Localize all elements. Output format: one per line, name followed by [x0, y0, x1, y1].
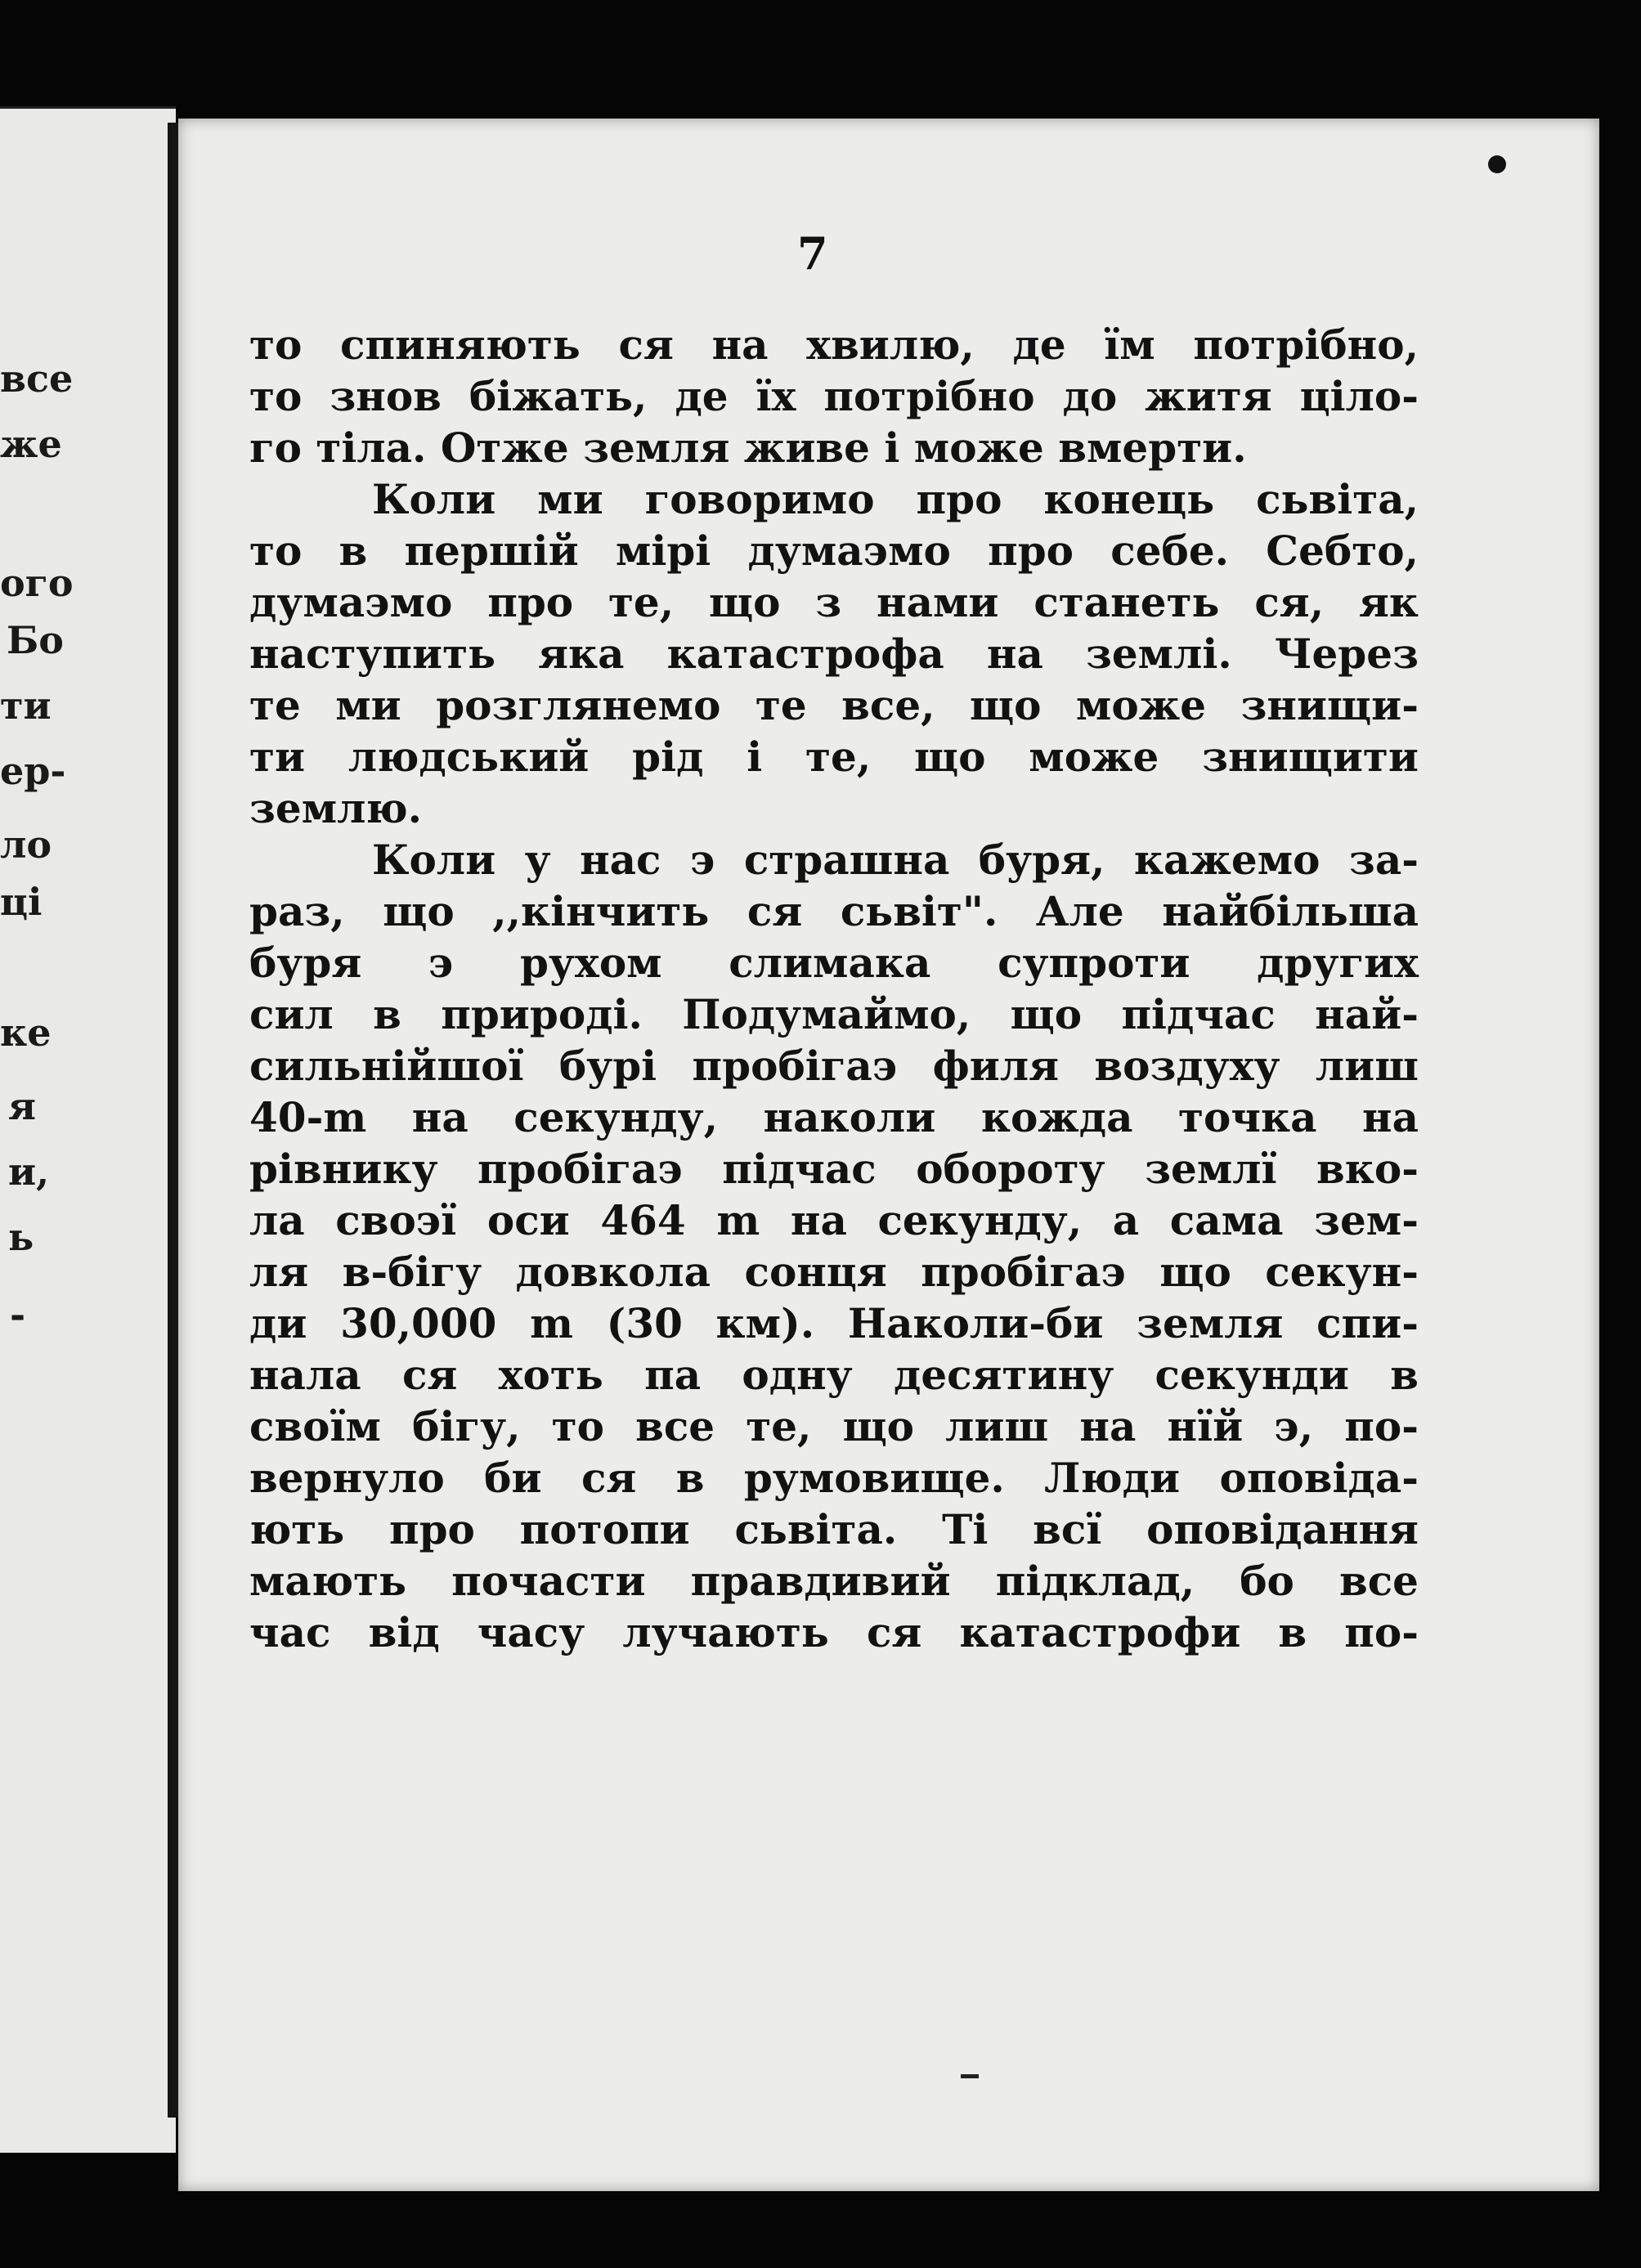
left-page-fragment: же: [0, 422, 62, 466]
left-page-edge: [0, 106, 176, 2153]
text-line: го тіла. Отже земля живе і може вмерти.: [249, 424, 1247, 472]
left-page-fragment: все: [0, 356, 74, 401]
left-page-fragment: и,: [8, 1150, 50, 1194]
text-line: ти людський рід і те, що може знищити: [249, 733, 1419, 781]
text-line: ди 30,000 m (30 км). Наколи-би земля спи-: [249, 1299, 1419, 1347]
left-page-fragment: Бо: [7, 618, 64, 662]
text-line: своїм бігу, то все те, що лиш на нїй э, по-: [249, 1402, 1419, 1450]
text-line: нала ся хоть па одну десятину секунди в: [249, 1351, 1419, 1399]
text-line: те ми розглянемо те все, що може знищи-: [249, 681, 1419, 729]
page-footer-dash: [961, 2074, 979, 2078]
scan-bottom-border: [0, 2191, 1641, 2268]
page-body-text: [249, 319, 1419, 1658]
text-line: Коли у нас э страшна буря, кажемо за-: [372, 836, 1419, 884]
text-line: час від часу лучають ся катастрофи в по-: [249, 1608, 1419, 1656]
text-line: ла своэї оси 464 m на секунду, а сама зем-: [249, 1196, 1419, 1244]
ink-spot: [1488, 155, 1506, 173]
left-page-fragment: ер-: [0, 749, 66, 793]
text-line: сильнійшої бурі пробігаэ филя воздуху лиш: [249, 1042, 1419, 1090]
text-line: Коли ми говоримо про конець сьвіта,: [372, 475, 1419, 523]
text-line: буря э рухом слимака супроти других: [249, 939, 1419, 987]
text-line: ють про потопи сьвіта. Ті всї оповідання: [249, 1505, 1419, 1553]
left-page-fragment: -: [10, 1293, 26, 1337]
page-number: 7: [797, 227, 828, 280]
left-page-fragment: я: [8, 1084, 36, 1128]
left-page-fragment: ке: [0, 1011, 52, 1055]
text-line: то знов біжать, де їх потрібно до житя цілo-: [249, 372, 1419, 420]
left-page-fragment: ь: [8, 1215, 34, 1259]
text-line: вернуло би ся в румовище. Люди оповіда-: [249, 1454, 1419, 1502]
text-line: землю.: [249, 784, 423, 832]
left-page-fragment: ло: [0, 822, 52, 867]
left-page-fragment: ого: [0, 561, 74, 605]
text-line: то в першій мірі думаэмо про себе. Себто,: [249, 527, 1419, 575]
text-line: 40-m на секунду, наколи кожда точка на: [249, 1093, 1419, 1141]
text-line: думаэмо про те, що з нами станеть ся, як: [249, 578, 1419, 626]
text-line: ля в-бігу довкола сонця пробігаэ що секун-: [249, 1248, 1419, 1296]
text-line: наступить яка катастрофа на землі. Через: [249, 630, 1419, 678]
text-line: рівнику пробігаэ підчас обороту землї вко-: [249, 1145, 1419, 1193]
text-line: мають почасти правдивий підклад, бо все: [249, 1557, 1419, 1605]
text-line: то спиняють ся на хвилю, де їм потрібно,: [249, 320, 1419, 369]
text-line: сил в природі. Подумаймо, що підчас най-: [249, 990, 1419, 1038]
left-page-fragment: ці: [0, 880, 43, 924]
text-line: раз, що ,,кінчить ся сьвіт". Але найбільша: [249, 887, 1419, 935]
left-page-fragment: ти: [0, 684, 52, 728]
